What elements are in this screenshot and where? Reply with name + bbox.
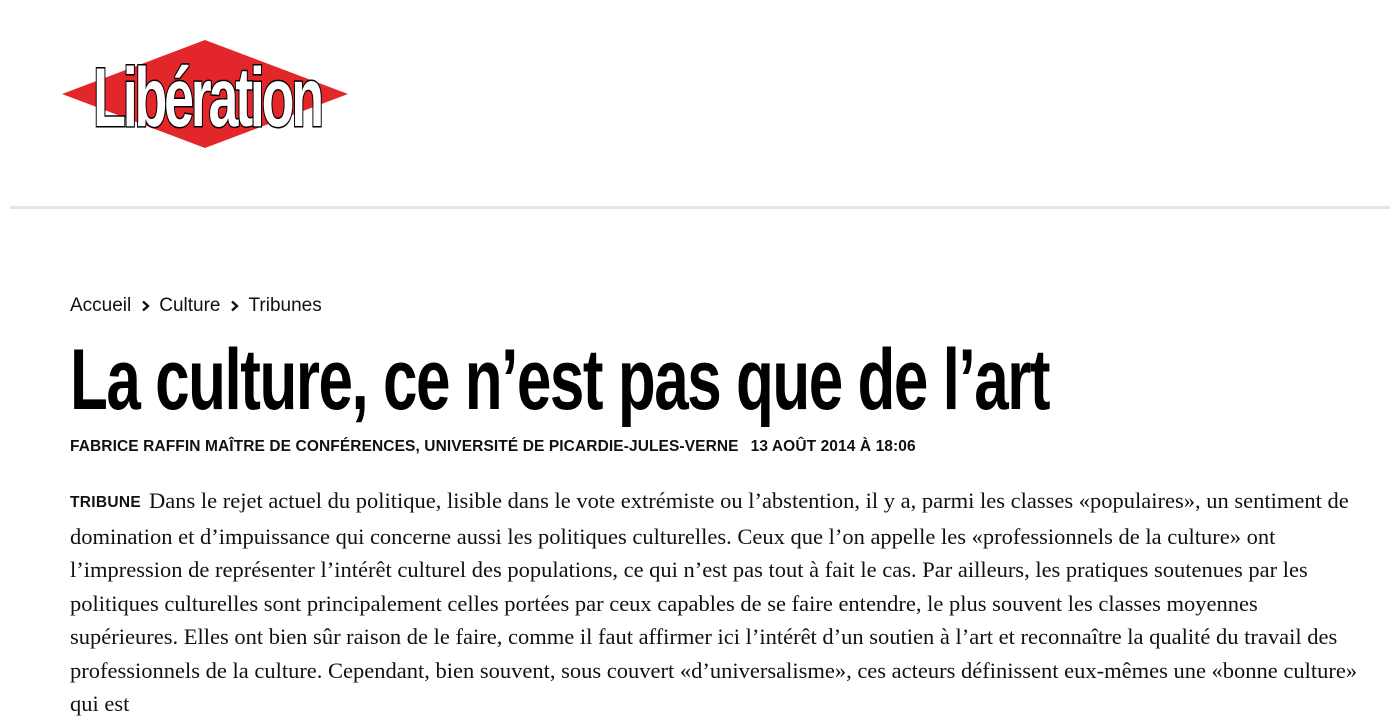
publish-date: 13 AOÛT 2014 À 18:06 bbox=[750, 438, 916, 455]
article-byline bbox=[70, 436, 916, 458]
svg-text:Libération: Libération bbox=[93, 49, 321, 144]
breadcrumb-culture[interactable]: Culture bbox=[159, 295, 221, 316]
article-kicker: TRIBUNE bbox=[70, 494, 141, 511]
author-link[interactable]: FABRICE RAFFIN MAÎTRE DE CONFÉRENCES, UNIVERSITÉ DE PICARDIE-JULES-VERNE bbox=[70, 438, 739, 455]
chevron-right-icon bbox=[226, 300, 244, 312]
header-divider bbox=[10, 206, 1390, 209]
article-paragraph: Dans le rejet actuel du politique, lisible dans le vote extrémiste ou l’abstention, il y a, parmi les classes «populaires», un sentiment de domination et d’impuissance qui concerne aussi les politiques culturelles. Ceux que l’on appelle les «professionnels de la culture» ont l’impression de représenter l’intérêt culturel des populations, ce qui n’est pas tout à fait le cas. Par ailleurs, les pratiques soutenues par les politiques culturelles sont principalement celles portées par ceux capables de se faire entendre, le plus souvent les classes moyennes supérieures. Elles ont bien sûr raison de le faire, comme il faut affirmer ici l’intérêt d’un soutien à l’art et reconnaître la qualité du travail des professionnels de la culture. Cependant, bien souvent, sous couvert «d’universalisme», ces acteurs définissent eux-mêmes une «bonne culture» qui est bbox=[70, 488, 1358, 716]
liberation-logo-mark bbox=[62, 40, 348, 148]
breadcrumb-tribunes[interactable]: Tribunes bbox=[248, 295, 322, 316]
breadcrumb-accueil[interactable]: Accueil bbox=[70, 295, 132, 316]
article-title: La culture, ce n’est pas que de l’art bbox=[70, 332, 1050, 428]
breadcrumb bbox=[70, 294, 322, 318]
site-header bbox=[0, 0, 1390, 208]
article-body bbox=[70, 484, 1360, 721]
chevron-right-icon bbox=[136, 300, 154, 312]
liberation-logo[interactable] bbox=[62, 40, 348, 148]
